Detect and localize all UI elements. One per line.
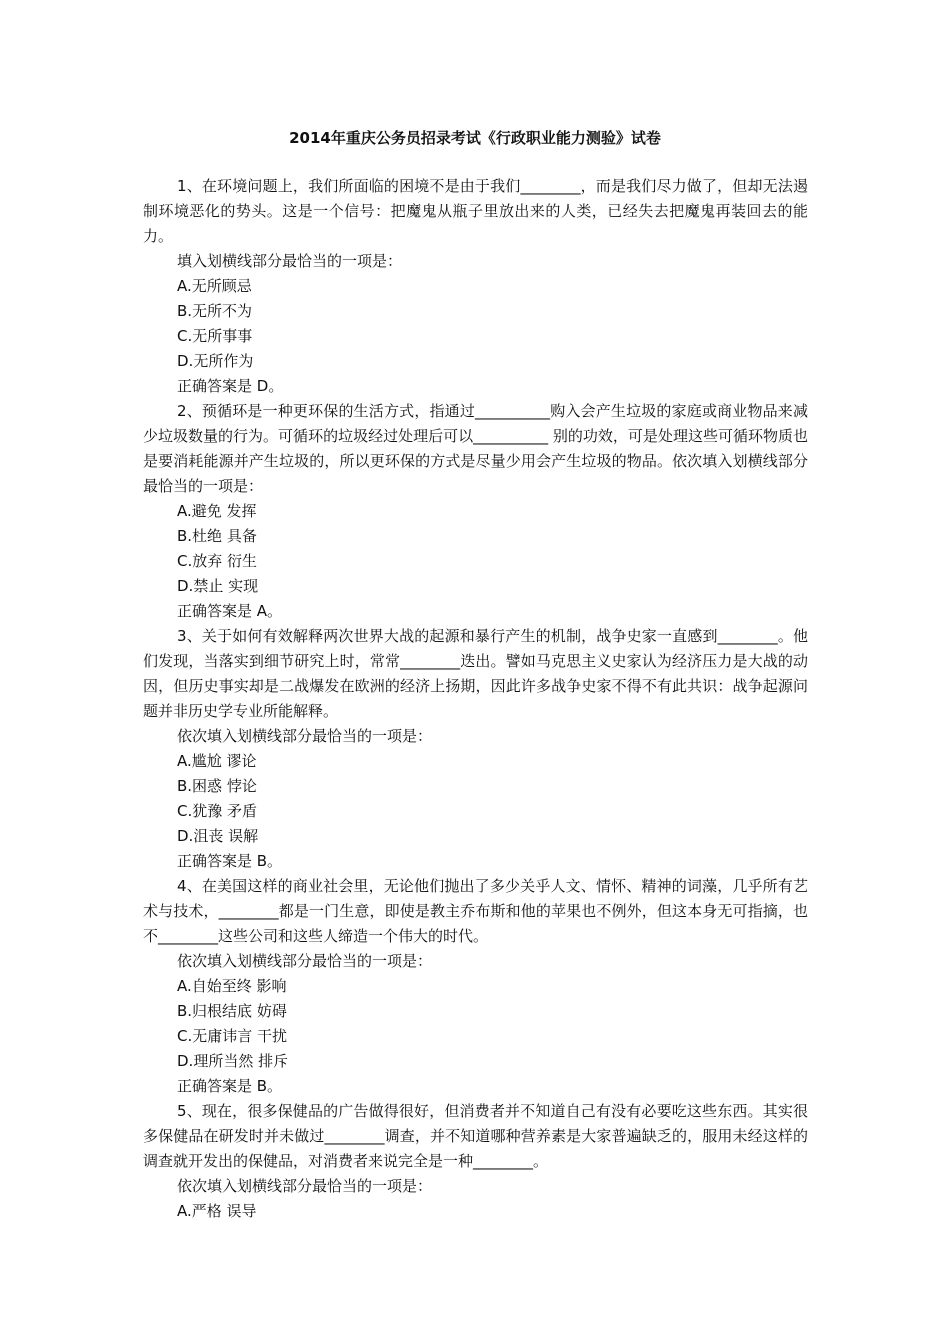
question-stem: 1、在环境问题上，我们所面临的困境不是由于我们________，而是我们尽力做了，但却无法遏制环境恶化的势头。这是一个信号：把魔鬼从瓶子里放出来的人类，已经失去把魔鬼再装回去的能力。 [143, 177, 808, 245]
option-d: D.理所当然 排斥 [177, 1052, 289, 1070]
option-b: B.归根结底 妨碍 [177, 1002, 287, 1020]
option-d: D.沮丧 误解 [177, 827, 259, 845]
option-a: A.避免 发挥 [177, 502, 257, 520]
option-d: D.禁止 实现 [177, 577, 259, 595]
question-stem: 5、现在，很多保健品的广告做得很好，但消费者并不知道自己有没有必要吃这些东西。其实很多保健品在研发时并未做过________调查，并不知道哪种营养素是大家普遍缺乏的，服用未经这样的调查就开发出的保健品，对消费者来说完全是一种________。 [143, 1102, 808, 1170]
question-prompt: 填入划横线部分最恰当的一项是： [177, 252, 403, 270]
option-a: A.自始至终 影响 [177, 977, 287, 995]
correct-answer: 正确答案是 A。 [177, 602, 283, 620]
option-c: C.无所事事 [177, 327, 253, 345]
option-c: C.犹豫 矛盾 [177, 802, 258, 820]
document-title: 2014年重庆公务员招录考试《行政职业能力测验》试卷 [289, 129, 661, 147]
option-b: B.无所不为 [177, 302, 253, 320]
option-b: B.困惑 悖论 [177, 777, 257, 795]
question-3 [143, 624, 808, 874]
correct-answer: 正确答案是 B。 [177, 1077, 283, 1095]
question-stem: 2、预循环是一种更环保的生活方式，指通过__________购入会产生垃圾的家庭或商业物品来减少垃圾数量的行为。可循环的垃圾经过处理后可以__________ 别的功效，可是处理这些可循环物质也是要消耗能源并产生垃圾的，所以更环保的方式是尽量少用会产生垃圾的物品。依次填入划横线部分最恰当的一项是： [143, 402, 808, 495]
correct-answer: 正确答案是 D。 [177, 377, 284, 395]
correct-answer: 正确答案是 B。 [177, 852, 283, 870]
option-a: A.无所顾忌 [177, 277, 252, 295]
option-d: D.无所作为 [177, 352, 254, 370]
question-prompt: 依次填入划横线部分最恰当的一项是： [177, 1177, 433, 1195]
question-5 [143, 1099, 808, 1224]
question-stem: 3、关于如何有效解释两次世界大战的起源和暴行产生的机制，战争史家一直感到________。他们发现，当落实到细节研究上时，常常________迭出。譬如马克思主义史家认为经济压力是大战的动因，但历史事实却是二战爆发在欧洲的经济上扬期，因此许多战争史家不得不有此共识：战争起源问题并非历史学专业所能解释。 [143, 627, 808, 720]
document-body [143, 174, 808, 1224]
question-1 [143, 174, 808, 399]
option-b: B.杜绝 具备 [177, 527, 257, 545]
question-prompt: 依次填入划横线部分最恰当的一项是： [177, 952, 433, 970]
question-4 [143, 874, 808, 1099]
option-c: C.放弃 衍生 [177, 552, 258, 570]
option-a: A.尴尬 谬论 [177, 752, 257, 770]
option-c: C.无庸讳言 干扰 [177, 1027, 288, 1045]
question-stem: 4、在美国这样的商业社会里，无论他们抛出了多少关乎人文、情怀、精神的词藻，几乎所有艺术与技术，________都是一门生意，即使是教主乔布斯和他的苹果也不例外，但这本身无可指摘，也不________这些公司和这些人缔造一个伟大的时代。 [143, 877, 808, 945]
question-prompt: 依次填入划横线部分最恰当的一项是： [177, 727, 433, 745]
option-a: A.严格 误导 [177, 1202, 257, 1220]
question-2 [143, 399, 808, 624]
